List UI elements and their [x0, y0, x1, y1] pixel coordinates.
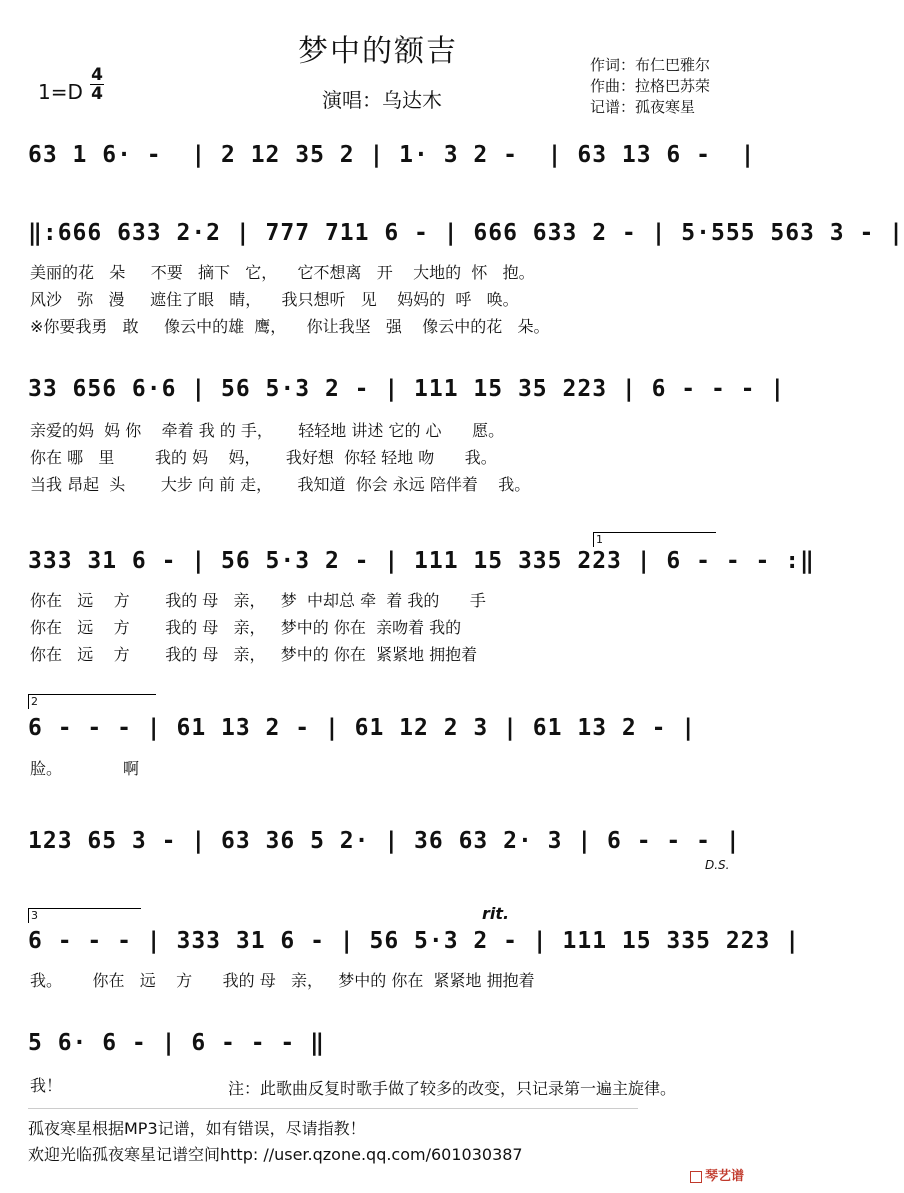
stave-8-notes: 5 6· 6 - | 6 - - - ‖: [28, 1030, 325, 1056]
stave-4-lyric-1: 你在 远 方 我的 母 亲， 梦 中却总 牵 着 我的 手: [30, 591, 486, 610]
stave-6: [0, 828, 756, 868]
volta-1-label: 1: [596, 533, 603, 546]
volta-2-label: 2: [31, 695, 38, 708]
ritardando-mark: rit.: [482, 904, 510, 923]
footer-line-2: 欢迎光临孤夜寒星记谱空间http: //user.qzone.qq.com/601030387: [28, 1145, 523, 1164]
stave-3: [0, 376, 786, 416]
time-signature-bottom: 4: [91, 84, 103, 104]
time-signature: [90, 66, 104, 103]
stave-3-lyric-1: 亲爱的妈 妈 你 牵着 我 的 手， 轻轻地 讲述 它的 心 愿。: [30, 421, 505, 440]
logo-icon: [690, 1171, 702, 1183]
stave-4-lyric-3: 你在 远 方 我的 母 亲， 梦中的 你在 紧紧地 拥抱着: [30, 645, 478, 664]
singer-credit: 演唱：乌达木: [322, 88, 442, 112]
logo-text: 琴艺谱: [705, 1169, 745, 1184]
transcriber-credit: 记谱：孤夜寒星: [590, 98, 696, 116]
stave-1: [0, 142, 756, 182]
stave-8: [0, 1030, 756, 1070]
dal-segno-mark: D.S.: [705, 858, 730, 872]
stave-3-notes: 33 656 6·6 | 56 5·3 2 - | 111 15 35 223 | 6 - - - |: [28, 376, 786, 402]
stave-2-notes: ‖:666 633 2·2 | 777 711 6 - | 666 633 2 - | 5·555 563 3 - |: [28, 220, 904, 246]
volta-1-bracket: [593, 532, 716, 547]
volta-3-bracket: [28, 908, 141, 923]
stave-8-lyric-1: 我！: [30, 1076, 63, 1095]
transcription-note: 注：此歌曲反复时歌手做了较多的改变，只记录第一遍主旋律。: [228, 1079, 677, 1098]
stave-2-lyric-1: 美丽的花 朵 不要 摘下 它， 它不想离 开 大地的 怀 抱。: [30, 263, 535, 282]
stave-3-lyric-2: 你在 哪 里 我的 妈 妈， 我好想 你轻 轻地 吻 我。: [30, 448, 497, 467]
footer-line-1: 孤夜寒星根据MP3记谱，如有错误，尽请指教！: [28, 1119, 366, 1138]
stave-7: [0, 928, 801, 968]
stave-4-lyric-2: 你在 远 方 我的 母 亲， 梦中的 你在 亲吻着 我的: [30, 618, 462, 637]
site-logo: [690, 1165, 744, 1184]
stave-4-notes: 333 31 6 - | 56 5·3 2 - | 111 15 335 223 | 6 - - - :‖: [28, 548, 815, 574]
stave-7-notes: 6 - - - | 333 31 6 - | 56 5·3 2 - | 111 15 335 223 |: [28, 928, 801, 954]
stave-5: [0, 715, 756, 755]
stave-2-lyric-3: ※你要我勇 敢 像云中的雄 鹰， 你让我坚 强 像云中的花 朵。: [30, 317, 550, 336]
stave-3-lyric-3: 当我 昂起 头 大步 向 前 走， 我知道 你会 永远 陪伴着 我。: [30, 475, 531, 494]
stave-6-notes: 123 65 3 - | 63 36 5 2· | 36 63 2· 3 | 6 - - - |: [28, 828, 741, 854]
stave-5-lyric-1: 脸。 啊: [30, 759, 140, 778]
stave-2: [0, 220, 904, 260]
stave-4: [0, 548, 815, 588]
time-signature-top: 4: [91, 65, 103, 85]
song-title: 梦中的额吉: [298, 34, 458, 69]
footer-divider: [28, 1108, 638, 1109]
stave-5-notes: 6 - - - | 61 13 2 - | 61 12 2 3 | 61 13 2 - |: [28, 715, 697, 741]
lyricist-credit: 作词：布仁巴雅尔: [590, 56, 711, 74]
volta-2-bracket: [28, 694, 156, 709]
composer-credit: 作曲：拉格巴苏荣: [590, 77, 711, 95]
key-signature: 1=D: [38, 80, 83, 104]
volta-3-label: 3: [31, 909, 38, 922]
stave-7-lyric-1: 我。 你在 远 方 我的 母 亲， 梦中的 你在 紧紧地 拥抱着: [30, 971, 535, 990]
stave-2-lyric-2: 风沙 弥 漫 遮住了眼 睛， 我只想听 见 妈妈的 呼 唤。: [30, 290, 519, 309]
stave-1-notes: 63 1 6· - | 2 12 35 2 | 1· 3 2 - | 63 13 6 - |: [28, 142, 756, 168]
